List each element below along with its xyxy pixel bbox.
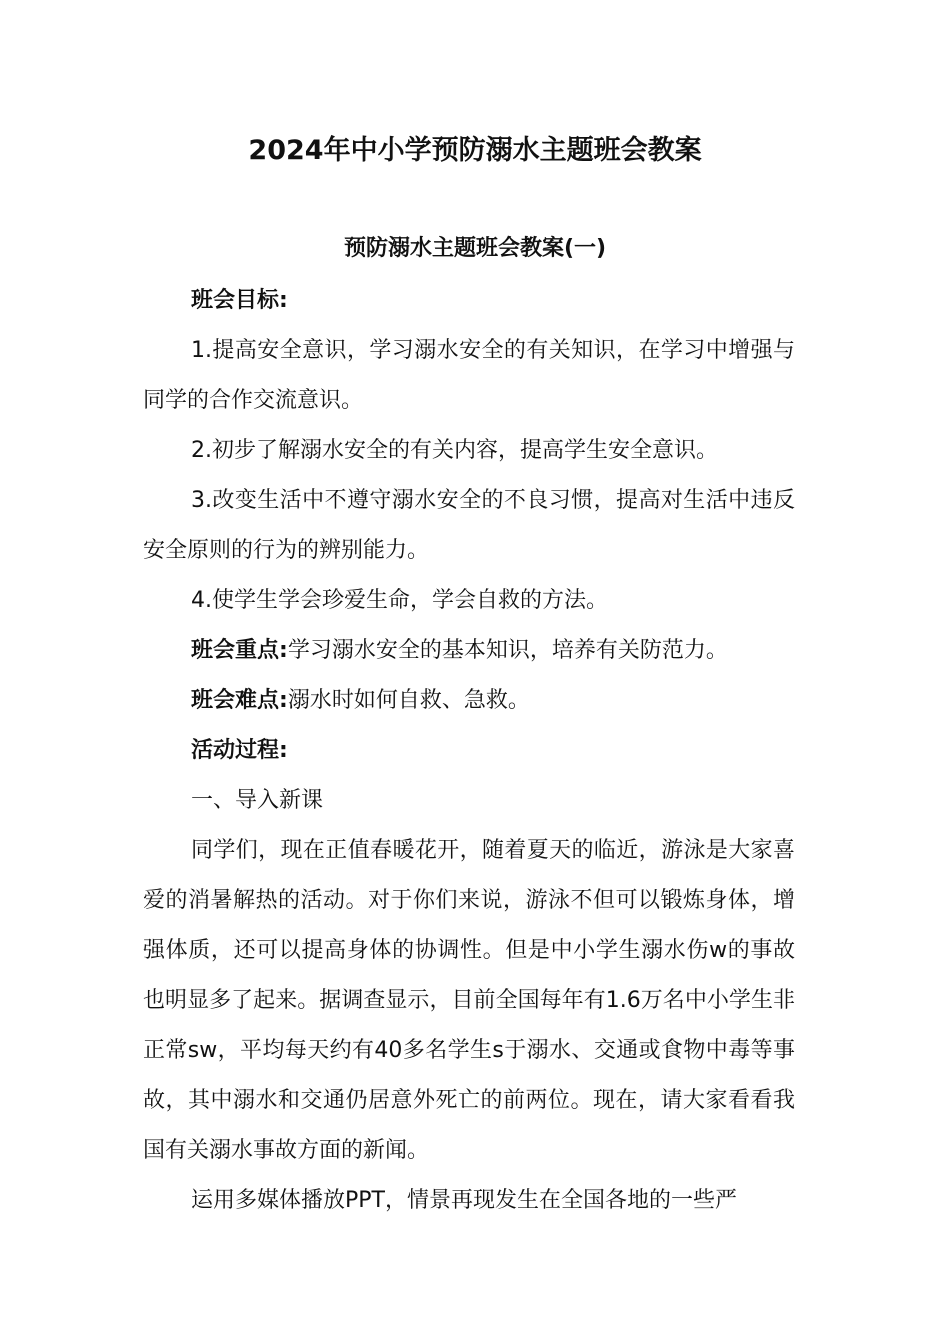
focus-label: 班会重点: (191, 638, 288, 663)
section1-heading: 一、导入新课 (191, 788, 324, 813)
goal-item-4: 4.使学生学会珍爱生命，学会自救的方法。 (191, 588, 608, 613)
goal-item-3: 3.改变生活中不遵守溺水安全的不良习惯，提高对生活中违反安全原则的行为的辨别能力。 (143, 488, 795, 563)
difficulty-paragraph (143, 676, 795, 726)
document-body (143, 276, 795, 1226)
goal-item-2: 2.初步了解溺水安全的有关内容，提高学生安全意识。 (191, 438, 718, 463)
focus-paragraph (143, 626, 795, 676)
process-heading: 活动过程: (191, 738, 288, 763)
goals-heading: 班会目标: (191, 288, 288, 313)
focus-text: 学习溺水安全的基本知识，培养有关防范力。 (287, 638, 728, 663)
document-title: 2024年中小学预防溺水主题班会教案 (248, 135, 702, 166)
difficulty-text: 溺水时如何自救、急救。 (287, 688, 530, 713)
section1-paragraph: 同学们，现在正值春暖花开，随着夏天的临近，游泳是大家喜爱的消暑解热的活动。对于你们来说，游泳不但可以锻炼身体，增强体质，还可以提高身体的协调性。但是中小学生溺水伤w的事故也明显多了起来。据调查显示，目前全国每年有1.6万名中小学生非正常sw，平均每天约有40多名学生s于溺水、交通或食物中毒等事故，其中溺水和交通仍居意外死亡的前两位。现在，请大家看看我国有关溺水事故方面的新闻。 (143, 838, 795, 1163)
difficulty-label: 班会难点: (191, 688, 288, 713)
section1-paragraph-2: 运用多媒体播放PPT，情景再现发生在全国各地的一些严 (191, 1188, 737, 1213)
goal-item-1: 1.提高安全意识，学习溺水安全的有关知识，在学习中增强与同学的合作交流意识。 (143, 338, 795, 413)
lesson-subtitle: 预防溺水主题班会教案(一) (343, 236, 607, 261)
